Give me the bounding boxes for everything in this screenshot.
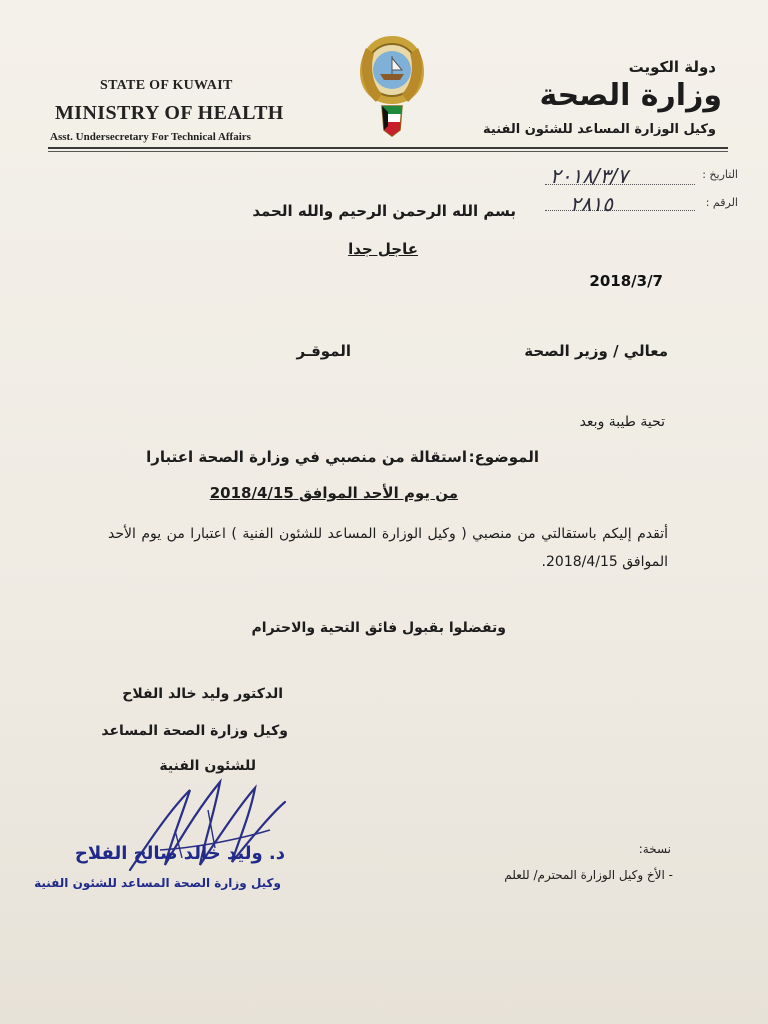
signatory-title-line-1: وكيل وزارة الصحة المساعد (101, 723, 288, 739)
subject-line-2: من يوم الأحد الموافق 2018/4/15 (209, 484, 458, 502)
state-ar: دولة الكويت (628, 58, 716, 76)
copy-label: نسخة: (638, 842, 671, 856)
asst-undersecretary-en: Asst. Undersecretary For Technical Affairs (50, 131, 251, 143)
number-label: الرقم : (705, 196, 738, 209)
asst-undersecretary-ar: وكيل الوزارة المساعد للشئون الفنية (483, 122, 716, 137)
state-en: STATE OF KUWAIT (100, 78, 233, 93)
subject-line-1 (146, 448, 539, 466)
basmala: بسم الله الرحمن الرحيم والله الحمد (252, 202, 516, 220)
subject-label: الموضوع: (468, 448, 539, 466)
header-rule (48, 147, 728, 149)
stamp-title: وكيل وزارة الصحة المساعد للشئون الفنية (34, 876, 281, 890)
greeting: تحية طيبة وبعد (579, 414, 665, 430)
kuwait-crest-icon (352, 30, 432, 140)
number-dotted-line (545, 210, 695, 211)
copy-recipient: - الأخ وكيل الوزارة المحترم/ للعلم (504, 868, 673, 882)
urgency-heading: عاجل جدا (348, 240, 418, 258)
stamp-name: د. وليد خالد صالح الفلاح (74, 843, 285, 864)
subject-line-1-text: استقالة من منصبي في وزارة الصحة اعتبارا (146, 448, 467, 466)
handwritten-number: ٢٨١٥ (570, 192, 613, 216)
letter-body: أتقدم إليكم باستقالتي من منصبي ( وكيل الوزارة المساعد للشئون الفنية ) اعتبارا من يوم الأحد الموافق 2018/4/15. (108, 526, 668, 570)
ministry-ar: وزارة الصحة (539, 78, 722, 113)
header-rule-thin (48, 151, 728, 152)
addressee-honorific: الموقـر (296, 342, 351, 360)
ministry-en: MINISTRY OF HEALTH (55, 102, 284, 124)
letter-date: 2018/3/7 (589, 272, 663, 290)
signatory-title-line-2: للشئون الفنية (159, 758, 256, 774)
closing: وتفضلوا بقبول فائق التحية والاحترام (251, 620, 506, 636)
date-label: التاريخ : (702, 168, 738, 181)
addressee: معالي / وزير الصحة (524, 342, 668, 360)
handwritten-date: ٢٠١٨/٣/٧ (550, 164, 628, 188)
signatory-name: الدكتور وليد خالد الفلاح (122, 686, 283, 702)
